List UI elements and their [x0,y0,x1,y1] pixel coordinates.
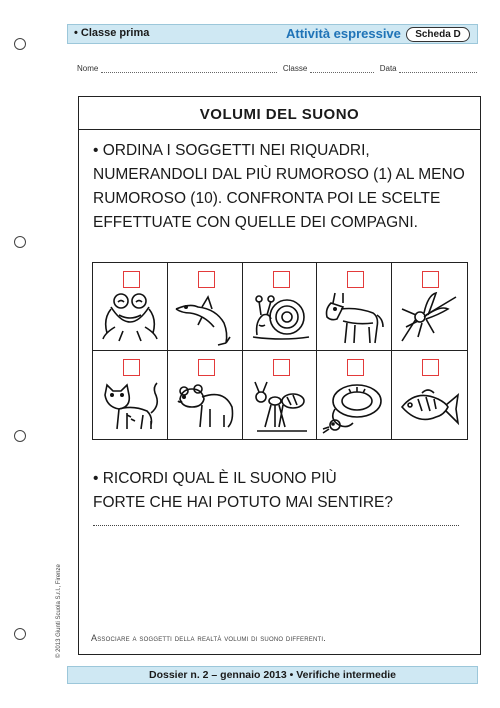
rank-box[interactable] [422,359,439,376]
rank-box[interactable] [347,271,364,288]
instruction-loudest-sound: • RICORDI QUAL È IL SUONO PIÙ FORTE CHE HAI POTUTO MAI SENTIRE? [93,470,393,511]
class-field[interactable] [310,64,374,73]
subject-cell-cat [93,351,168,439]
worksheet-title: VOLUMI DEL SUONO [199,106,360,123]
subject-cell-ant [243,351,318,439]
subject-cell-dolphin [168,263,243,351]
answer-line[interactable] [93,525,459,526]
worksheet-panel [78,96,481,655]
subject-title: Attività espressive [286,26,401,41]
name-label: Nome [77,64,99,73]
rank-box[interactable] [123,271,140,288]
student-info-line [77,64,477,73]
subject-cell-donkey [317,263,392,351]
binder-hole-2 [14,236,26,248]
rank-box[interactable] [198,359,215,376]
rank-box[interactable] [273,359,290,376]
cat-icon [97,375,163,435]
mosquito-icon [396,287,462,347]
subject-cell-frog [93,263,168,351]
snail-icon [247,287,313,347]
subject-cell-snake [317,351,392,439]
rank-box[interactable] [273,271,290,288]
frog-icon [97,287,163,347]
class-label: • Classe prima [74,27,150,39]
date-label: Data [379,64,397,73]
snake-icon [321,375,387,435]
header-band [67,24,478,44]
subject-cell-snail [243,263,318,351]
bear-icon [172,375,238,435]
name-field[interactable] [101,64,277,73]
binder-hole-4 [14,628,26,640]
teacher-footnote: Associare a soggetti della realtà volumi di suono differenti. [91,633,326,643]
rank-box[interactable] [198,271,215,288]
donkey-icon [321,287,387,347]
copyright-note: © 2013 Giunti Scuola S.r.l., Firenze [56,564,62,658]
class-field-label: Classe [282,64,308,73]
date-field[interactable] [399,64,477,73]
subject-cell-bear [168,351,243,439]
instruction-order: • ORDINA I SOGGETTI NEI RIQUADRI, NUMERANDOLI DAL PIÙ RUMOROSO (1) AL MENO RUMOROSO (10). CONFRONTA POI LE SCELTE EFFETTUATE CON QUELLE DEI COMPAGNI. [93,142,465,231]
binder-hole-3 [14,430,26,442]
rank-box[interactable] [123,359,140,376]
sheet-tag: Scheda D [406,27,470,42]
footer-band [67,666,478,684]
footer-text: Dossier n. 2 – gennaio 2013 • Verifiche intermedie [148,669,397,681]
rank-box[interactable] [422,271,439,288]
binder-hole-1 [14,38,26,50]
subject-cell-fish [392,351,467,439]
title-divider [79,129,480,130]
ant-icon [247,375,313,435]
subject-cell-mosquito [392,263,467,351]
rank-box[interactable] [347,359,364,376]
dolphin-icon [172,287,238,347]
subjects-grid [92,262,468,440]
fish-icon [396,375,462,435]
